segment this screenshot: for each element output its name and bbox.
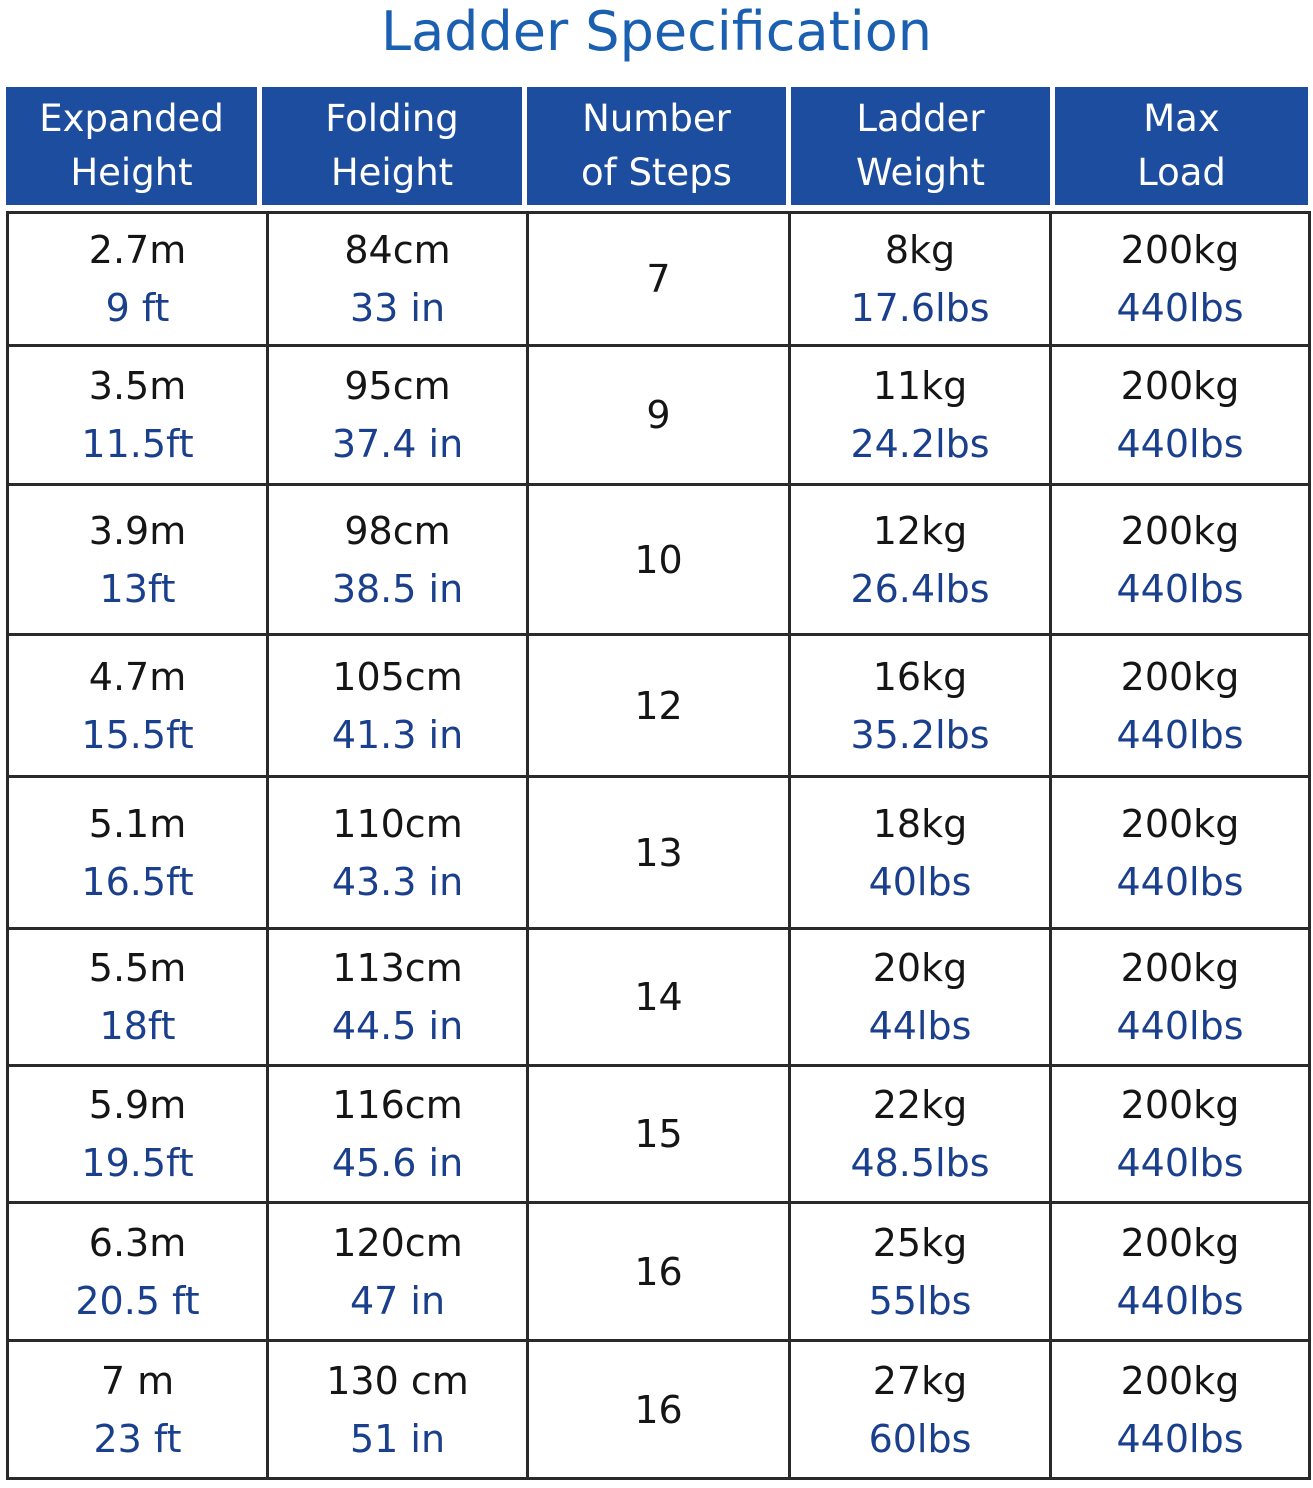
max-load-cell: [1051, 1341, 1310, 1479]
max-load-cell: [1051, 485, 1310, 635]
table-row: [8, 346, 1310, 485]
folding-height-cm: 98cm: [344, 508, 451, 553]
expanded-height-m: 4.7m: [88, 654, 187, 699]
max-load-lbs: 440lbs: [1116, 1416, 1244, 1461]
folding-height-cell: [268, 1066, 528, 1203]
table-row: [8, 213, 1310, 346]
weight-kg: 22kg: [872, 1083, 968, 1127]
number-of-steps: 16: [634, 1387, 683, 1432]
weight-kg: 27kg: [872, 1358, 968, 1403]
folding-height-in: 45.6 in: [331, 1141, 464, 1185]
page-title: Ladder Specification: [380, 0, 933, 63]
table-header: [6, 87, 1308, 205]
folding-height-cell: [268, 929, 528, 1066]
folding-height-cell: [268, 777, 528, 929]
number-of-steps: 16: [634, 1249, 683, 1294]
folding-height-cell: [268, 485, 528, 635]
weight-lbs: 35.2lbs: [850, 712, 990, 757]
max-load-lbs: 440lbs: [1116, 1141, 1244, 1185]
table-row: [8, 777, 1310, 929]
expanded-height-m: 3.9m: [88, 508, 187, 553]
number-of-steps: 12: [634, 683, 683, 728]
folding-height-cm: 130 cm: [326, 1358, 469, 1403]
expanded-height-ft: 19.5ft: [81, 1141, 194, 1185]
table-row: [8, 1341, 1310, 1479]
number-of-steps: 9: [646, 393, 671, 437]
folding-height-cm: 105cm: [332, 654, 463, 699]
max-load-lbs: 440lbs: [1116, 422, 1244, 466]
folding-height-in: 47 in: [349, 1278, 446, 1323]
folding-height-cm: 95cm: [344, 364, 451, 408]
max-load-cell: [1051, 213, 1310, 346]
weight-lbs: 24.2lbs: [850, 422, 990, 466]
weight-cell: [790, 635, 1051, 777]
folding-height-in: 51 in: [349, 1416, 446, 1461]
steps-cell: [528, 1203, 790, 1341]
weight-lbs: 55lbs: [868, 1278, 972, 1323]
max-load-kg: 200kg: [1120, 946, 1240, 990]
header-label: Folding Height: [325, 97, 459, 194]
expanded-height-ft: 15.5ft: [81, 712, 194, 757]
weight-cell: [790, 1341, 1051, 1479]
expanded-height-cell: [8, 635, 268, 777]
spec-table: [6, 211, 1311, 1480]
max-load-lbs: 440lbs: [1116, 286, 1244, 330]
expanded-height-ft: 11.5ft: [81, 422, 194, 466]
table-row: [8, 635, 1310, 777]
max-load-kg: 200kg: [1120, 1358, 1240, 1403]
weight-kg: 25kg: [872, 1220, 968, 1265]
folding-height-cell: [268, 213, 528, 346]
steps-cell: [528, 929, 790, 1066]
max-load-lbs: 440lbs: [1116, 859, 1244, 904]
table-row: [8, 1203, 1310, 1341]
folding-height-cm: 110cm: [332, 801, 463, 846]
max-load-kg: 200kg: [1120, 801, 1240, 846]
table-row: [8, 1066, 1310, 1203]
folding-height-cell: [268, 1203, 528, 1341]
weight-kg: 20kg: [872, 946, 968, 990]
max-load-lbs: 440lbs: [1116, 712, 1244, 757]
max-load-lbs: 440lbs: [1116, 1004, 1244, 1048]
max-load-cell: [1051, 777, 1310, 929]
number-of-steps: 15: [634, 1112, 683, 1156]
header-label: Ladder Weight: [856, 97, 985, 194]
weight-cell: [790, 346, 1051, 485]
folding-height-cell: [268, 346, 528, 485]
header-folding-height: [262, 87, 527, 205]
max-load-kg: 200kg: [1120, 364, 1240, 408]
steps-cell: [528, 1341, 790, 1479]
expanded-height-cell: [8, 1066, 268, 1203]
weight-kg: 16kg: [872, 654, 968, 699]
number-of-steps: 13: [634, 830, 683, 875]
expanded-height-ft: 18ft: [99, 1004, 176, 1048]
folding-height-cell: [268, 635, 528, 777]
max-load-cell: [1051, 1203, 1310, 1341]
expanded-height-ft: 23 ft: [93, 1416, 182, 1461]
folding-height-in: 38.5 in: [331, 566, 464, 611]
weight-lbs: 44lbs: [868, 1004, 972, 1048]
expanded-height-ft: 13ft: [99, 566, 176, 611]
weight-cell: [790, 213, 1051, 346]
max-load-kg: 200kg: [1120, 508, 1240, 553]
expanded-height-ft: 9 ft: [105, 286, 170, 330]
weight-lbs: 48.5lbs: [850, 1141, 990, 1185]
expanded-height-cell: [8, 346, 268, 485]
max-load-lbs: 440lbs: [1116, 566, 1244, 611]
folding-height-cm: 116cm: [332, 1083, 463, 1127]
max-load-cell: [1051, 635, 1310, 777]
weight-kg: 8kg: [884, 228, 956, 272]
expanded-height-m: 5.5m: [88, 946, 187, 990]
expanded-height-cell: [8, 929, 268, 1066]
max-load-lbs: 440lbs: [1116, 1278, 1244, 1323]
expanded-height-m: 5.9m: [88, 1083, 187, 1127]
weight-lbs: 40lbs: [868, 859, 972, 904]
max-load-kg: 200kg: [1120, 228, 1240, 272]
table-row: [8, 929, 1310, 1066]
folding-height-in: 41.3 in: [331, 712, 464, 757]
folding-height-in: 37.4 in: [331, 422, 464, 466]
weight-lbs: 26.4lbs: [850, 566, 990, 611]
expanded-height-m: 6.3m: [88, 1220, 187, 1265]
expanded-height-cell: [8, 213, 268, 346]
expanded-height-m: 5.1m: [88, 801, 187, 846]
number-of-steps: 14: [634, 975, 683, 1019]
expanded-height-m: 7 m: [100, 1358, 175, 1403]
expanded-height-m: 2.7m: [88, 228, 187, 272]
max-load-kg: 200kg: [1120, 654, 1240, 699]
weight-kg: 11kg: [872, 364, 968, 408]
expanded-height-cell: [8, 1203, 268, 1341]
folding-height-in: 44.5 in: [331, 1004, 464, 1048]
table-row: [8, 485, 1310, 635]
folding-height-cm: 84cm: [344, 228, 451, 272]
header-ladder-weight: [791, 87, 1055, 205]
header-label: Number of Steps: [581, 97, 732, 194]
expanded-height-m: 3.5m: [88, 364, 187, 408]
max-load-cell: [1051, 346, 1310, 485]
header-number-of-steps: [527, 87, 791, 205]
expanded-height-cell: [8, 777, 268, 929]
weight-cell: [790, 929, 1051, 1066]
folding-height-cm: 113cm: [332, 946, 463, 990]
steps-cell: [528, 346, 790, 485]
header-expanded-height: [6, 87, 262, 205]
weight-cell: [790, 777, 1051, 929]
steps-cell: [528, 485, 790, 635]
folding-height-in: 33 in: [349, 286, 446, 330]
expanded-height-cell: [8, 485, 268, 635]
weight-lbs: 17.6lbs: [850, 286, 990, 330]
max-load-kg: 200kg: [1120, 1083, 1240, 1127]
weight-kg: 18kg: [872, 801, 968, 846]
folding-height-in: 43.3 in: [331, 859, 464, 904]
weight-cell: [790, 485, 1051, 635]
weight-lbs: 60lbs: [868, 1416, 972, 1461]
expanded-height-ft: 16.5ft: [81, 859, 194, 904]
header-label: Max Load: [1137, 97, 1226, 194]
weight-kg: 12kg: [872, 508, 968, 553]
steps-cell: [528, 635, 790, 777]
header-label: Expanded Height: [39, 97, 224, 194]
expanded-height-ft: 20.5 ft: [75, 1278, 200, 1323]
folding-height-cm: 120cm: [332, 1220, 463, 1265]
header-max-load: [1055, 87, 1308, 205]
steps-cell: [528, 1066, 790, 1203]
weight-cell: [790, 1203, 1051, 1341]
folding-height-cell: [268, 1341, 528, 1479]
number-of-steps: 7: [646, 257, 671, 301]
max-load-cell: [1051, 929, 1310, 1066]
max-load-kg: 200kg: [1120, 1220, 1240, 1265]
steps-cell: [528, 777, 790, 929]
max-load-cell: [1051, 1066, 1310, 1203]
weight-cell: [790, 1066, 1051, 1203]
expanded-height-cell: [8, 1341, 268, 1479]
number-of-steps: 10: [634, 537, 683, 582]
steps-cell: [528, 213, 790, 346]
